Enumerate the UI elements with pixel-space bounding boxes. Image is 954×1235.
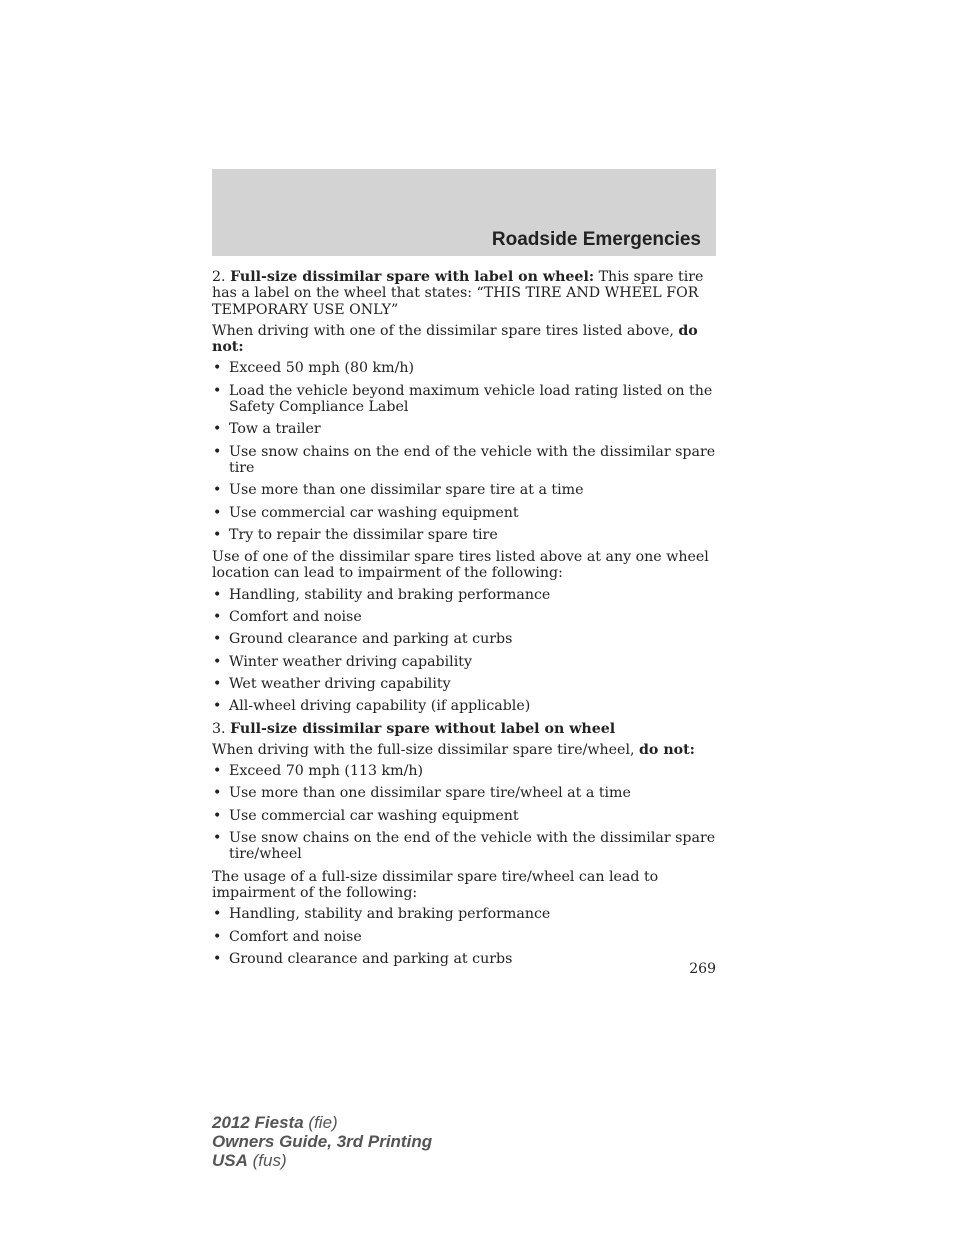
list-item-text: Use more than one dissimilar spare tire at a time xyxy=(229,482,584,499)
list-item xyxy=(212,763,716,779)
list-item-text: Exceed 50 mph (80 km/h) xyxy=(229,360,415,377)
list-item-text: All-wheel driving capability (if applicable) xyxy=(229,698,531,715)
donot-intro-2-bold: do not: xyxy=(639,741,695,758)
list-item xyxy=(212,808,716,824)
bullet-icon: • xyxy=(213,763,222,780)
donot-list-2 xyxy=(212,763,716,862)
list-item xyxy=(212,444,716,477)
bullet-icon: • xyxy=(213,526,222,543)
footer-line-3 xyxy=(212,1151,432,1170)
list-item-text: Ground clearance and parking at curbs xyxy=(229,950,513,967)
list-item xyxy=(212,785,716,801)
bullet-icon: • xyxy=(213,609,222,626)
bullet-icon: • xyxy=(213,830,222,847)
donot-intro-2 xyxy=(212,742,716,758)
impairment-intro-1: Use of one of the dissimilar spare tires listed above at any one wheel location can lead to impairment of the following: xyxy=(212,549,709,582)
footer-model: 2012 Fiesta xyxy=(212,1113,304,1132)
section-title: Roadside Emergencies xyxy=(491,229,701,250)
list-item-text: Load the vehicle beyond maximum vehicle load rating listed on the Safety Compliance Label xyxy=(229,382,713,416)
bullet-icon: • xyxy=(213,482,222,499)
list-item xyxy=(212,906,716,922)
list-item-text: Use snow chains on the end of the vehicle with the dissimilar spare tire xyxy=(229,443,716,476)
list-item-text: Handling, stability and braking performance xyxy=(229,906,551,923)
donot-intro-1-bold: do not: xyxy=(212,322,698,356)
list-item xyxy=(212,951,716,967)
list-item xyxy=(212,505,716,521)
bullet-icon: • xyxy=(213,586,222,603)
list-item xyxy=(212,698,716,714)
bullet-icon: • xyxy=(213,504,222,521)
list-item-text: Exceed 70 mph (113 km/h) xyxy=(229,763,424,780)
section-3-heading: Full-size dissimilar spare without label on wheel xyxy=(230,720,616,737)
bullet-icon: • xyxy=(213,382,222,399)
list-item-text: Ground clearance and parking at curbs xyxy=(229,631,513,648)
impairment-list-1 xyxy=(212,587,716,715)
list-item-text: Wet weather driving capability xyxy=(229,675,451,692)
list-item xyxy=(212,830,716,863)
donot-list-1 xyxy=(212,360,716,543)
bullet-icon: • xyxy=(213,698,222,715)
list-item-text: Comfort and noise xyxy=(229,928,362,945)
list-item xyxy=(212,631,716,647)
bullet-icon: • xyxy=(213,675,222,692)
list-item-text: Use commercial car washing equipment xyxy=(229,504,519,521)
page-number: 269 xyxy=(689,961,716,977)
donot-intro-1 xyxy=(212,323,716,356)
list-item-text: Winter weather driving capability xyxy=(229,653,472,670)
list-item-text: Use snow chains on the end of the vehicle with the dissimilar spare tire/wheel xyxy=(229,830,716,863)
footer xyxy=(212,1113,432,1170)
list-item xyxy=(212,360,716,376)
bullet-icon: • xyxy=(213,906,222,923)
list-item-text: Tow a trailer xyxy=(229,421,321,438)
section-2-text: This spare tire has a label on the wheel that states: “THIS TIRE AND WHEEL FOR TEMPORARY USE ONLY” xyxy=(212,269,704,318)
list-item xyxy=(212,383,716,416)
footer-market: USA xyxy=(212,1151,248,1170)
bullet-icon: • xyxy=(213,807,222,824)
bullet-icon: • xyxy=(213,443,222,460)
list-item xyxy=(212,527,716,543)
list-item xyxy=(212,587,716,603)
list-item xyxy=(212,676,716,692)
section-3-paragraph xyxy=(212,721,716,737)
footer-model-code: (fie) xyxy=(303,1113,338,1132)
list-item-text: Handling, stability and braking performance xyxy=(229,586,551,603)
list-item xyxy=(212,929,716,945)
list-item-text: Use more than one dissimilar spare tire/wheel at a time xyxy=(229,785,631,802)
footer-edition: Owners Guide, 3rd Printing xyxy=(212,1132,433,1151)
bullet-icon: • xyxy=(213,421,222,438)
impairment-list-2 xyxy=(212,906,716,967)
footer-line-1 xyxy=(212,1113,432,1132)
list-item xyxy=(212,482,716,498)
list-item-text: Use commercial car washing equipment xyxy=(229,807,519,824)
list-item xyxy=(212,421,716,437)
bullet-icon: • xyxy=(213,950,222,967)
bullet-icon: • xyxy=(213,631,222,648)
section-2-number: 2. xyxy=(212,269,226,285)
footer-line-2 xyxy=(212,1132,432,1151)
bullet-icon: • xyxy=(213,360,222,377)
donot-intro-2-text: When driving with the full-size dissimilar spare tire/wheel, xyxy=(212,741,640,758)
list-item xyxy=(212,609,716,625)
list-item-text: Try to repair the dissimilar spare tire xyxy=(229,526,498,543)
bullet-icon: • xyxy=(213,653,222,670)
page-content xyxy=(212,269,716,973)
section-3-number: 3. xyxy=(212,720,226,737)
donot-intro-1-text: When driving with one of the dissimilar spare tires listed above, xyxy=(212,322,679,339)
section-2-paragraph xyxy=(212,269,716,318)
bullet-icon: • xyxy=(213,785,222,802)
section-header-band xyxy=(212,169,716,256)
list-item xyxy=(212,654,716,670)
footer-market-code: (fus) xyxy=(247,1151,287,1170)
section-2-heading: Full-size dissimilar spare with label on wheel: xyxy=(230,269,595,285)
list-item-text: Comfort and noise xyxy=(229,609,362,626)
bullet-icon: • xyxy=(213,928,222,945)
impairment-intro-2: The usage of a full-size dissimilar spare tire/wheel can lead to impairment of the following: xyxy=(212,868,659,901)
